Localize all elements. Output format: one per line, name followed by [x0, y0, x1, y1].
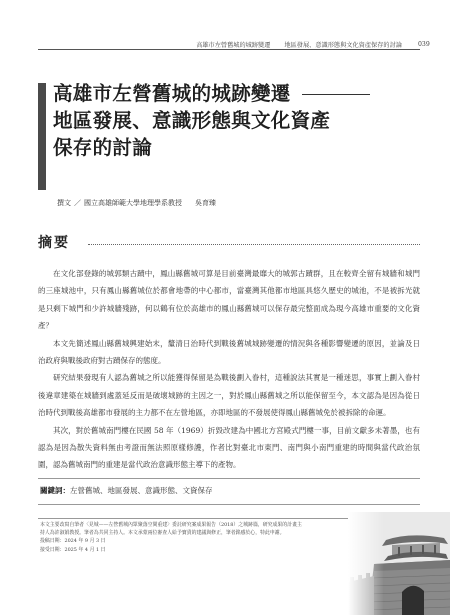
keywords-label: 關鍵詞： [40, 486, 70, 495]
article-title [53, 80, 413, 161]
city-gate-illustration [348, 512, 450, 615]
footnote-line: 本文主要改寫自筆者〈見城——左營舊城內眾聚落空間重建〉委託研究案成果報告（2018）之城跡篇，研究成果的計畫主 [40, 522, 302, 528]
keywords-bottom-rule [38, 504, 420, 505]
title-accent-bar [38, 83, 46, 190]
abstract-paragraph: 本文先簡述鳳山縣舊城興建始末，釐清日治時代到戰後舊城城跡變遷的情況與各種影響變遷的原因，並論及日治政府與戰後政府對古蹟保存的態度。 [38, 338, 420, 366]
running-head [40, 40, 420, 49]
abstract-paragraph: 在文化部登錄的城郭類古蹟中，鳳山縣舊城可算是目前臺灣最靡大的城郭古蹟群，且在較齊全留有城牆和城門的三座城池中，只有鳳山縣舊城位於都會地帶的中心都市，當臺灣其他都市地區具悠久歷史的城池，不是被拆光就是只剩下城門和少許城牆殘跡，何以鶴有位於高雄市的鳳山縣舊城可以保存最完整面成為現今高雄市重要的文化資產？ [38, 269, 420, 331]
page-number: 039 [418, 41, 430, 48]
keywords-text: 左營舊城、地區發展、意識形態、文資保存 [70, 486, 213, 495]
header-rule [38, 49, 420, 50]
author-affiliation: 國立高雄師範大學地理學系教授 [84, 199, 182, 207]
running-head-right: 地區發展、意識形態與文化資產保存的討論 [284, 42, 402, 49]
keywords-top-rule [38, 478, 420, 479]
title-line-3: 保存的討論 [53, 136, 153, 159]
keywords [40, 485, 213, 496]
title-dash-rule [302, 94, 370, 95]
author-label: 撰文 [57, 199, 71, 207]
footnote [40, 521, 340, 554]
abstract-heading-rule [88, 244, 420, 245]
author-line: 撰文 ／ 國立高雄師範大學地理學系教授 吳育臻 [57, 199, 216, 207]
abstract-paragraph: 其次，對於舊城南門樓在民國 58 年（1969）折毀改建為中國北方宮殿式門樓一事，目前文獻多未著墨，也有認為是因為散失資料無由考證而無法照原樣修護，作者比對臺北市東門、南門與小南門重建的時間與當代政治氛圍，認為舊城南門的重建是當代政治意識形態主導下的產物。 [38, 425, 420, 470]
running-head-left: 高雄市左營舊城的城跡變遷 [196, 42, 271, 49]
footnote-line: 持人為許淑娟教授。筆者為共同主持人。本文承蒙兩位審查人給予寶貴的建議與修正，筆者銘感於心，特此申謝。 [40, 530, 285, 537]
abstract-heading: 摘要 [38, 235, 70, 251]
footnote-line: 接受日期：2025 年 4 月 1 日 [40, 546, 106, 553]
abstract-body [38, 265, 420, 474]
title-line-2: 地區發展、意識形態與文化資產 [53, 109, 331, 132]
title-line-1: 高雄市左營舊城的城跡變遷 [53, 82, 291, 105]
author-name: 吳育臻 [195, 199, 216, 207]
footnote-line: 投稿日期：2024 年 9 月 3 日 [40, 538, 106, 545]
abstract-paragraph: 研究結果發現有人認為舊城之所以能獲得保留是為戰後劃入眷村，這種說法其實是一種迷思，事實上劃入眷村後違章建築在城牆到處蓋延反而是破壞城跡的主因之一，對於鳳山縣舊城之所以能保留至今，本文認為是因為從日治時代到戰後高雄都市發展的主力都不在左營地區，亦即地區的不發展使得鳳山縣舊城免於被拆除的命運。 [38, 373, 420, 418]
